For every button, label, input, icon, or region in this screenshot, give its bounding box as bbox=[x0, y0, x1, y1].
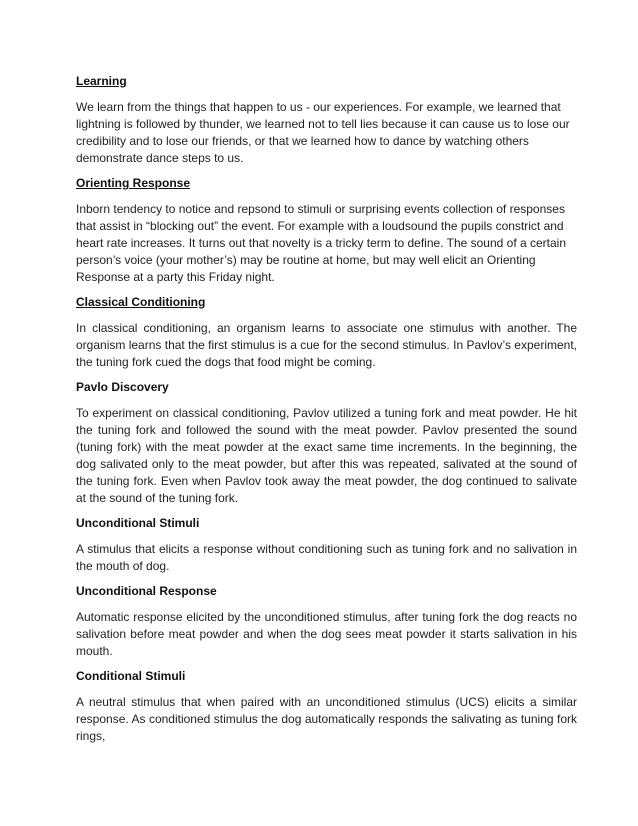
section-body: We learn from the things that happen to us - our experiences. For example, we learned that lightning is followed by thunder, we learned not to tell lies because it can cause us to lose our credibility and to lose our friends, or that we learned how to dance by watching others demonstrate dance steps to us. bbox=[76, 100, 570, 165]
section-body: A neutral stimulus that when paired with an unconditioned stimulus (UCS) elicits a similar response. As conditioned stimulus the dog automatically responds the salivating as tuning fork rings, bbox=[76, 695, 577, 743]
section-pavlo-discovery bbox=[76, 380, 577, 507]
section-heading: Unconditional Response bbox=[76, 584, 217, 598]
section-unconditional-stimuli bbox=[76, 516, 577, 575]
section-body: Automatic response elicited by the unconditioned stimulus, after tuning fork the dog reacts no salivation before meat powder and when the dog sees meat powder it starts salivation in his mouth. bbox=[76, 610, 577, 658]
section-heading: Learning bbox=[76, 74, 127, 88]
section-classical-conditioning bbox=[76, 295, 577, 371]
section-conditional-stimuli bbox=[76, 669, 577, 745]
section-heading: Classical Conditioning bbox=[76, 295, 206, 309]
section-body: To experiment on classical conditioning, Pavlov utilized a tuning fork and meat powder. He hit the tuning fork and followed the sound with the meat powder. Pavlov presented the sound (tuning fork) with the meat powder at the exact same time increments. In the beginning, the dog salivated only to the meat powder, but after this was repeated, salivated at the sound of the tuning fork. Even when Pavlov took away the meat powder, the dog continued to salivate at the sound of the tuning fork. bbox=[76, 406, 577, 505]
document-page bbox=[76, 74, 577, 754]
section-body: In classical conditioning, an organism learns to associate one stimulus with another. The organism learns that the first stimulus is a cue for the second stimulus. In Pavlov’s experiment, the tuning fork cued the dogs that food might be coming. bbox=[76, 321, 577, 369]
section-unconditional-response bbox=[76, 584, 577, 660]
section-orienting-response bbox=[76, 176, 577, 286]
section-learning bbox=[76, 74, 577, 167]
section-heading: Orienting Response bbox=[76, 176, 191, 190]
section-heading: Pavlo Discovery bbox=[76, 380, 169, 394]
section-body: A stimulus that elicits a response without conditioning such as tuning fork and no salivation in the mouth of dog. bbox=[76, 542, 577, 573]
section-heading: Unconditional Stimuli bbox=[76, 516, 200, 530]
section-heading: Conditional Stimuli bbox=[76, 669, 186, 683]
section-body: Inborn tendency to notice and repsond to stimuli or surprising events collection of responses that assist in “blocking out” the event. For example with a loudsound the pupils constrict and heart rate increases. It turns out that novelty is a tricky term to define. The sound of a certain person’s voice (your mother’s) may be routine at home, but may well elicit an Orienting Response at a party this Friday night. bbox=[76, 202, 567, 284]
